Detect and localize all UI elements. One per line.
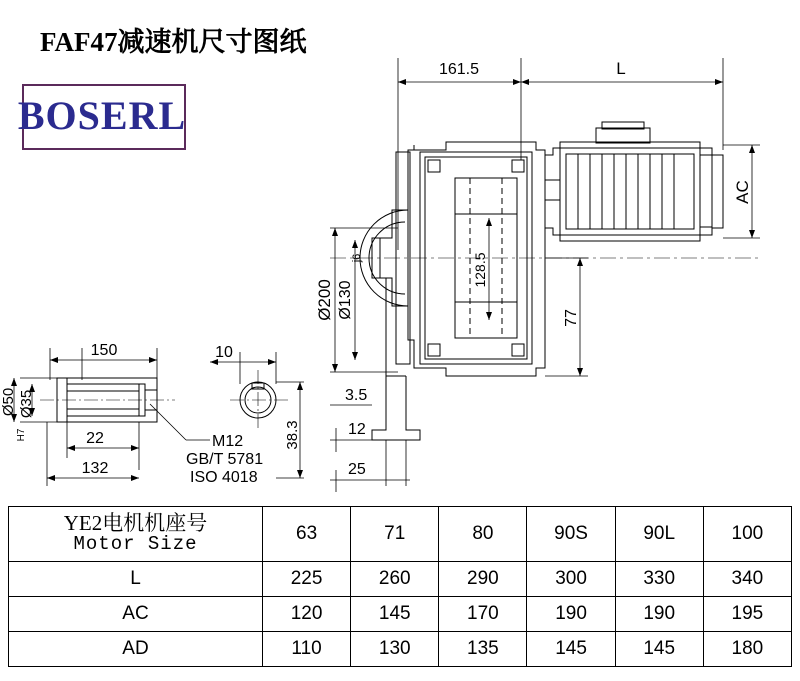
output-flange	[360, 210, 420, 440]
cell-AC-63: 120	[263, 597, 351, 632]
dim-label-25: 25	[348, 461, 366, 478]
cell-L-80: 290	[439, 562, 527, 597]
dim-label-dia-35: Ø35	[18, 389, 35, 419]
dim-label-12: 12	[348, 421, 366, 438]
cell-AD-90l: 145	[615, 632, 703, 667]
cell-AC-90s: 190	[527, 597, 615, 632]
dim-label-3-5: 3.5	[345, 387, 368, 404]
cell-AD-90s: 145	[527, 632, 615, 667]
table-header-size-90l: 90L	[615, 507, 703, 562]
dim-label-38-3: 38.3	[284, 420, 301, 450]
dim-label-77: 77	[563, 309, 580, 327]
table-header-label-en: Motor Size	[73, 533, 198, 556]
dim-label-150: 150	[90, 342, 118, 359]
dim-label-10: 10	[215, 344, 233, 361]
cell-AD-80: 135	[439, 632, 527, 667]
dim-label-161-5: 161.5	[438, 61, 480, 78]
motor-size-table	[8, 506, 792, 667]
cell-L-90s: 300	[527, 562, 615, 597]
table-header-size-100: 100	[703, 507, 791, 562]
cell-AC-80: 170	[439, 597, 527, 632]
dim-label-flange-outer: Ø200	[315, 279, 334, 321]
table-header-label	[9, 507, 263, 562]
page-title: FAF47减速机尺寸图纸	[40, 27, 307, 57]
dim-label-dia-35-tol: H7	[16, 428, 27, 442]
table-header-row	[9, 507, 792, 562]
note-bolt-m12: M12	[212, 433, 244, 450]
shaft-detail	[40, 370, 290, 430]
row-label-AD: AD	[9, 632, 263, 667]
note-bolt-iso: ISO 4018	[190, 469, 258, 486]
dim-stack-bottom	[330, 405, 410, 492]
dim-label-AC: AC	[733, 180, 752, 204]
cell-L-63: 225	[263, 562, 351, 597]
table-row	[9, 632, 792, 667]
cell-L-100: 340	[703, 562, 791, 597]
note-bolt-standard: GB/T 5781	[186, 451, 264, 468]
dim-label-bolt-circle: Ø130	[337, 280, 354, 320]
table-header-size-71: 71	[351, 507, 439, 562]
cell-L-71: 260	[351, 562, 439, 597]
cell-L-90l: 330	[615, 562, 703, 597]
cell-AD-100: 180	[703, 632, 791, 667]
table-row	[9, 597, 792, 632]
dim-161-5	[398, 58, 521, 250]
motor-body	[545, 122, 723, 241]
table-header-size-80: 80	[439, 507, 527, 562]
cell-AC-100: 195	[703, 597, 791, 632]
dim-label-dia-50: Ø50	[0, 387, 17, 417]
logo-text: BOSERL	[17, 92, 187, 138]
cell-AD-71: 130	[351, 632, 439, 667]
dim-label-bolt-circle-tol: j6	[351, 253, 363, 263]
cell-AD-63: 110	[263, 632, 351, 667]
table-header-size-63: 63	[263, 507, 351, 562]
dim-label-132: 132	[81, 460, 109, 477]
table-row	[9, 562, 792, 597]
cell-AC-90l: 190	[615, 597, 703, 632]
table-header-size-90s: 90S	[527, 507, 615, 562]
dim-label-22: 22	[86, 430, 104, 447]
row-label-AC: AC	[9, 597, 263, 632]
cell-AC-71: 145	[351, 597, 439, 632]
dim-label-L: L	[616, 59, 626, 78]
table-header-label-cn: YE2电机机座号	[63, 511, 208, 536]
row-label-L: L	[9, 562, 263, 597]
dim-label-128-5: 128.5	[472, 252, 488, 288]
